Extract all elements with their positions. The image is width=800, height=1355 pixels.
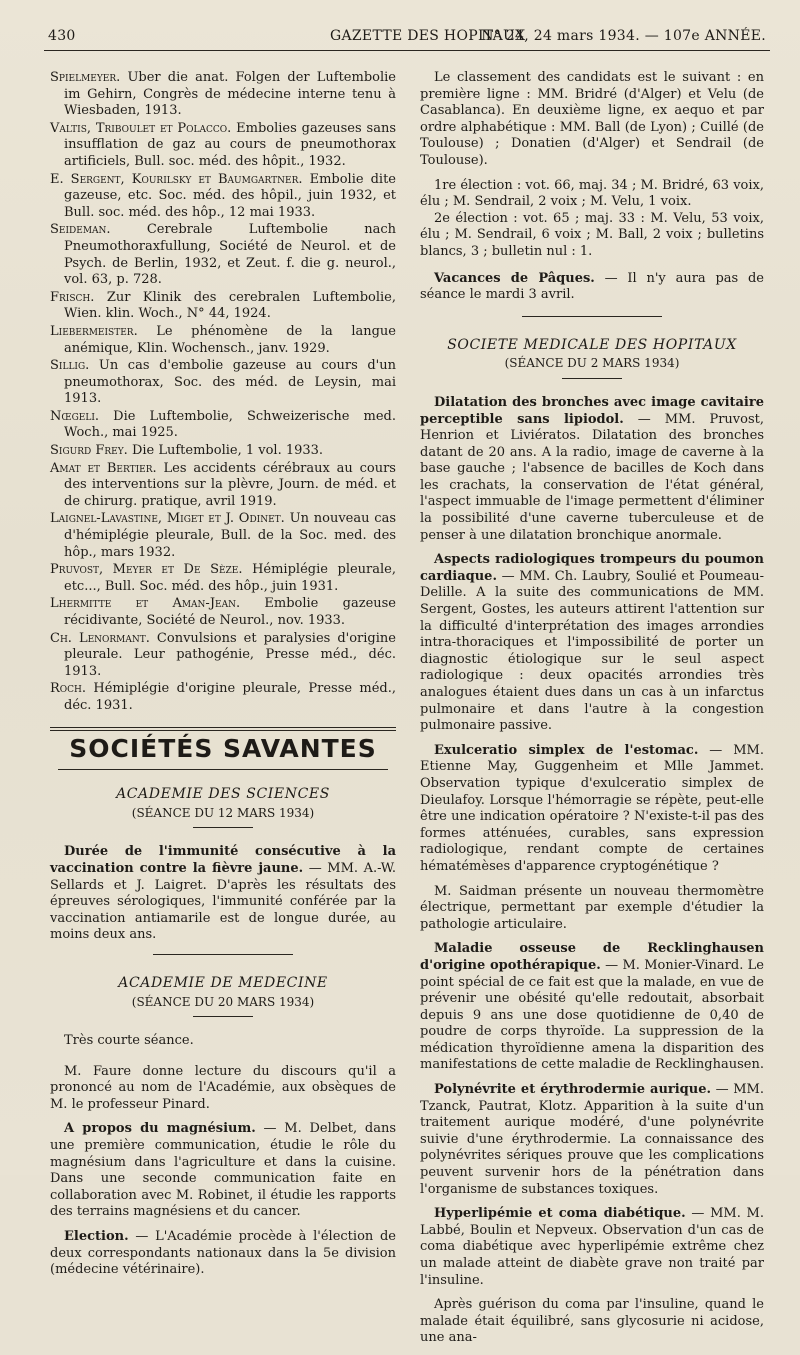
right-column bbox=[420, 70, 764, 1355]
reference-authors: Roch. bbox=[50, 681, 87, 697]
paragraph-lead: Polynévrite et érythrodermie aurique. bbox=[434, 1082, 712, 1098]
paragraph-text: — MM. Ch. Laubry, Soulié et Poumeau-Delille. A la suite des communications de MM. Sergent, Gostes, les auteurs attirent l'attention sur la difficulté d'interprétation des images arrondies intra-thoraciques et l'impossibilité de porter un diagnostic étiologique sur le seul aspect radiologique : deux opacités arrondies très analogues étaient dues dans un cas à un infarctus pulmonaire et dans l'autre à la congestion pulmonaire passive. bbox=[420, 568, 764, 734]
reference-authors: Pruvost, Meyer et De Sèze. bbox=[50, 562, 243, 578]
section-title: SOCIÉTÉS SAVANTES bbox=[69, 733, 377, 763]
paragraph-text: — MM. Tzanck, Pautrat, Klotz. Apparition à la suite d'un traitement aurique modéré, d'une polynévrite suivie d'une érythrodermie. La connaissance des polynévrites sériques prouve que les complications peuvent survenir hors de la pénétration dans l'organisme de substances toxiques. bbox=[420, 1082, 764, 1197]
reference-authors: Frisch. bbox=[50, 289, 95, 305]
academie-sciences-seance: (SÉANCE DU 12 MARS 1934) bbox=[131, 805, 315, 820]
reference-text: Le phénomène de la langue anémique, Klin. Wochensch., janv. 1929. bbox=[64, 323, 396, 356]
reference-item bbox=[50, 358, 396, 408]
reference-item bbox=[50, 172, 396, 222]
reference-text: Convulsions et paralysies d'origine pleurale. Leur pathogénie, Presse méd., déc. 1913. bbox=[64, 630, 396, 679]
section-title-rule bbox=[58, 769, 388, 770]
journal-title: GAZETTE DES HOPITAUX bbox=[330, 28, 526, 44]
academie-medecine-seance: (SÉANCE DU 20 MARS 1934) bbox=[131, 994, 315, 1009]
reference-authors: Liebermeister. bbox=[50, 323, 138, 339]
societe-medicale-seance: (SÉANCE DU 2 MARS 1934) bbox=[504, 356, 680, 371]
paragraph-lead: A propos du magnésium. bbox=[64, 1121, 256, 1137]
reference-text: Die Luftembolie, Schweizerische med. Woch., mai 1925. bbox=[64, 408, 396, 441]
paragraph bbox=[420, 1297, 764, 1347]
reference-list bbox=[50, 70, 396, 715]
reference-authors: Laignel-Lavastine, Miget et J. Odinet. bbox=[50, 511, 285, 527]
reference-authors: Spielmeyer. bbox=[50, 70, 121, 85]
short-rule bbox=[193, 827, 253, 828]
reference-text: Hémiplégie pleurale, etc..., Bull. Soc. méd. des hôp., juin 1931. bbox=[64, 562, 396, 594]
paragraph-text: — MM. Pruvost, Henrion et Liviératos. Dilatation des bronches datant de 20 ans. A la radio, image de caverne à la base gauche ; l'absence de bacilles de Koch dans les crachats, la conservation de l'état général, l'aspect immuable de l'image permettent d'éliminer la possibilité d'une caverne tuberculeuse et de penser à une dilatation bronchique anormale. bbox=[420, 411, 764, 543]
vote-first: 1re élection : vot. 66, maj. 34 ; M. Bridré, 63 voix, élu ; M. Sendrail, 2 voix ; M. Velu, 1 voix. bbox=[420, 177, 764, 210]
academie-sciences-body bbox=[50, 844, 396, 944]
paragraph-lead: Durée de l'immunité consécutive à la vaccination contre la fièvre jaune. bbox=[50, 844, 396, 876]
paragraph-lead: Hyperlipémie et coma diabétique. bbox=[434, 1206, 686, 1222]
reference-text: Cerebrale Luftembolie nach Pneumothoraxfullung, Société de Neurol. et de Psych. de Berlin, 1932, et Zeut. f. die g. neurol., vol. 63, p. 728. bbox=[64, 222, 396, 288]
paragraph bbox=[50, 1229, 396, 1279]
paragraph bbox=[420, 552, 764, 735]
reference-text: Embolies gazeuses sans insufflation de gaz au cours de pneumothorax artificiels, Bull. soc. méd. des hôpit., 1932. bbox=[64, 120, 396, 169]
paragraph-lead: Exulceratio simplex de l'estomac. bbox=[434, 742, 699, 758]
reference-authors: Sigurd Frey. bbox=[50, 443, 128, 459]
page-number: 430 bbox=[48, 28, 76, 44]
short-rule bbox=[562, 378, 622, 379]
reference-item bbox=[50, 461, 396, 511]
societe-medicale-body bbox=[420, 395, 764, 1347]
mid-rule bbox=[522, 316, 662, 317]
societe-medicale-title: SOCIETE MEDICALE DES HOPITAUX bbox=[447, 336, 737, 353]
reference-authors: Ch. Lenormant. bbox=[50, 630, 150, 646]
election-result: Le classement des candidats est le suivant : en première ligne : MM. Bridré (d'Alger) et Velu (de Casablanca). En deuxième ligne, ex aequo et par ordre alphabétique : MM. Ball (de Lyon) ; Cuillé (de Toulouse) ; Donatien (d'Alger) et Sendrail (de Toulouse). bbox=[420, 70, 764, 168]
academie-medecine-intro: Très courte séance. bbox=[64, 1033, 194, 1049]
issue-info: N° 24, 24 mars 1934. — 107e ANNÉE. bbox=[481, 28, 766, 44]
paragraph bbox=[50, 1121, 396, 1221]
vote-second: 2e élection : vot. 65 ; maj. 33 : M. Velu, 53 voix, élu ; M. Sendrail, 6 voix ; M. Ball, 2 voix ; bulletins blancs, 3 ; bulletin nul : 1. bbox=[420, 210, 764, 259]
reference-item bbox=[50, 290, 396, 323]
academie-sciences-title: ACADEMIE DES SCIENCES bbox=[116, 786, 330, 803]
reference-text: Les accidents cérébraux au cours des interventions sur la plèvre, Journ. de méd. et de chirurg. pratique, avril 1919. bbox=[64, 460, 396, 509]
reference-authors: Sillig. bbox=[50, 358, 90, 374]
paragraph-text: — M. Delbet, dans une première communication, étudie le rôle du magnésium dans l'agriculture et dans la cuisine. Dans une seconde communication faite en collaboration avec M. Robinet, il étudie les rapports des terrains magnésiens et du cancer. bbox=[50, 1121, 396, 1220]
reference-authors: Valtis, Triboulet et Polacco. bbox=[50, 120, 232, 136]
reference-item bbox=[50, 222, 396, 288]
vacances-lead: Vacances de Pâques. bbox=[434, 270, 595, 286]
reference-item bbox=[50, 511, 396, 561]
paragraph-text: — MM. Etienne May, Guggenheim et Mlle Jammet. Observation typique d'exulceratio simplex de Dieulafoy. Lorsque l'hémorragie se répète, peut-elle être une indication opératoire ? N'existe-t-il pas des formes atténuées, curables, sans expression radiologique, rendant compte de certaines hématémèses d'apparence cryptogénétique ? bbox=[420, 742, 764, 874]
section-separator bbox=[50, 727, 396, 731]
reference-item bbox=[50, 562, 396, 595]
paragraph-text: M. Saidman présente un nouveau thermomètre électrique, permettant par exemple d'étudier la pathologie articulaire. bbox=[420, 883, 764, 932]
paragraph bbox=[50, 1064, 396, 1114]
academie-medecine-body bbox=[50, 1064, 396, 1279]
paragraph-lead: Election. bbox=[64, 1229, 129, 1245]
paragraph-text: Après guérison du coma par l'insuline, quand le malade était équilibré, sans glycosurie ni acidose, une ana- bbox=[420, 1297, 764, 1346]
paragraph-text: — MM. A.-W. Sellards et J. Laigret. D'après les résultats des épreuves sérologiques, l'immunité conférée par la vaccination antiamarile est de longue durée, au moins deux ans. bbox=[50, 860, 396, 943]
reference-authors: Lhermitte et Aman-Jean. bbox=[50, 596, 241, 612]
reference-item bbox=[50, 324, 396, 357]
vacances-text: — Il n'y aura pas de séance le mardi 3 avril. bbox=[420, 270, 764, 303]
mid-rule bbox=[153, 954, 293, 955]
reference-text: Die Luftembolie, 1 vol. 1933. bbox=[131, 443, 324, 459]
reference-text: Embolie gazeuse récidivante, Société de Neurol., nov. 1933. bbox=[64, 596, 397, 628]
reference-authors: Amat et Bertier. bbox=[50, 460, 157, 476]
reference-item bbox=[50, 121, 396, 171]
paragraph bbox=[420, 1206, 764, 1289]
left-column bbox=[50, 70, 396, 1287]
reference-authors: E. Sergent, Kourilsky et Baumgartner. bbox=[50, 171, 303, 187]
reference-item bbox=[50, 70, 396, 120]
paragraph bbox=[50, 844, 396, 944]
paragraph bbox=[420, 395, 764, 544]
reference-text: Uber die anat. Folgen der Luftembolie im Gehirn, Congrès de médecine interne tenu à Wiesbaden, 1913. bbox=[64, 70, 396, 119]
paragraph-text: — MM. M. Labbé, Boulin et Nepveux. Observation d'un cas de coma diabétique avec hyperlipémie extrême chez un malade atteint de diabète grave non traité par l'insuline. bbox=[420, 1206, 764, 1288]
reference-text: Embolie dite gazeuse, etc. Soc. méd. des hôpil., juin 1932, et Bull. soc. méd. des hôp., 12 mai 1933. bbox=[64, 171, 396, 220]
header-rule bbox=[44, 50, 770, 51]
paragraph-text: — M. Monier-Vinard. Le point spécial de ce fait est que la malade, en vue de prévenir une obésité qu'elle redoutait, absorbait depuis 9 ans une dose quotidienne de 0,40 de poudre de corps thyroïde. La suppression de la médication thyroïdienne amena la disparition des manifestations de cette maladie de Recklinghausen. bbox=[420, 957, 764, 1073]
reference-item bbox=[50, 681, 396, 714]
reference-text: Un cas d'embolie gazeuse au cours d'un pneumothorax, Soc. des méd. de Leysin, mai 1913. bbox=[64, 358, 396, 407]
reference-authors: Nœgeli. bbox=[50, 408, 100, 424]
reference-item bbox=[50, 596, 396, 629]
reference-text: Zur Klinik des cerebralen Luftembolie, Wien. klin. Woch., N° 44, 1924. bbox=[64, 289, 397, 322]
page-header bbox=[48, 28, 766, 48]
short-rule bbox=[193, 1016, 253, 1017]
paragraph bbox=[420, 1082, 764, 1198]
paragraph-text: M. Faure donne lecture du discours qu'il a prononcé au nom de l'Académie, aux obsèques de M. le professeur Pinard. bbox=[50, 1063, 396, 1112]
paragraph bbox=[420, 743, 764, 876]
reference-text: Hémiplégie d'origine pleurale, Presse méd., déc. 1931. bbox=[64, 681, 396, 713]
paragraph-lead: Dilatation des bronches avec image cavitaire perceptible sans lipiodol. bbox=[420, 394, 764, 427]
academie-medecine-title: ACADEMIE DE MEDECINE bbox=[118, 974, 328, 991]
paragraph-text: — L'Académie procède à l'élection de deux correspondants nationaux dans la 5e division (médecine vétérinaire). bbox=[50, 1229, 396, 1278]
paragraph bbox=[420, 941, 764, 1074]
reference-authors: Seideman. bbox=[50, 222, 111, 238]
paragraph bbox=[420, 884, 764, 934]
paragraph-lead: Maladie osseuse de Recklinghausen d'origine opothérapique. bbox=[420, 941, 764, 973]
reference-item bbox=[50, 443, 396, 460]
reference-text: Un nouveau cas d'hémiplégie pleurale, Bull. de la Soc. med. des hôp., mars 1932. bbox=[64, 511, 397, 560]
paragraph-lead: Aspects radiologiques trompeurs du poumon cardiaque. bbox=[420, 552, 764, 584]
reference-item bbox=[50, 631, 396, 681]
reference-item bbox=[50, 409, 396, 442]
